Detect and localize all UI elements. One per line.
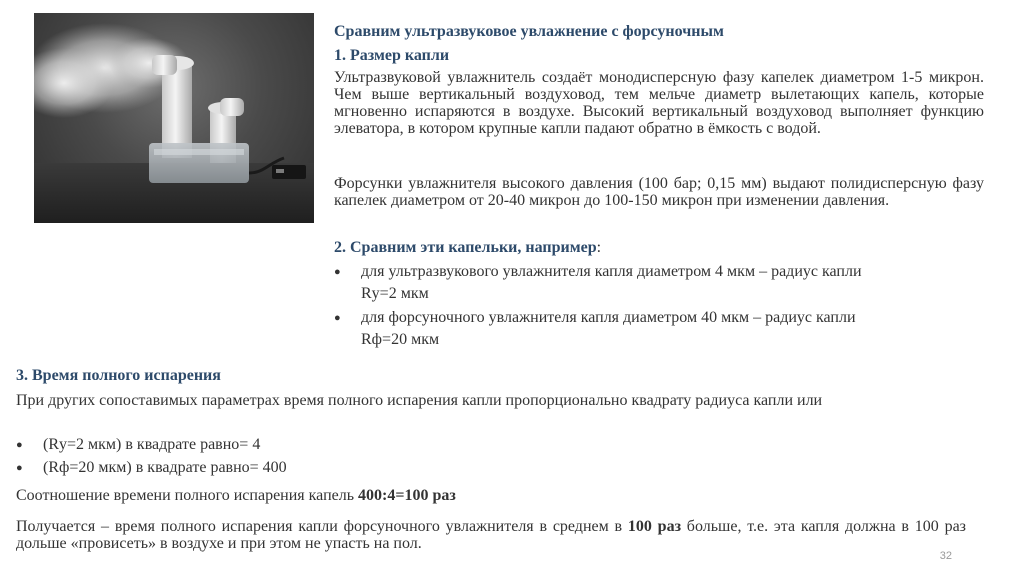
- section1-paragraph-ultrasonic: Ультразвуковой увлажнитель создаёт монодисперсную фазу капелек диаметром 1-5 микрон. Чем выше вертикальный воздуховод, тем мельче диаметр вылетающих капель, которые мгновенно испаряются в воздухе. Высокий вертикальный воздуховод выполняет функцию элеватора, в котором крупные капли падают обратно в ёмкость с водой.: [334, 69, 984, 137]
- bullet-dot-icon: ●: [16, 439, 23, 451]
- conclusion-text-a: Получается – время полного испарения капли форсуночного увлажнителя в среднем в: [16, 518, 628, 535]
- bullet-line: Rу=2 мкм: [361, 285, 429, 302]
- bullet-dot-icon: ●: [334, 266, 341, 278]
- bullet-line: Rф=20 мкм: [361, 331, 440, 348]
- section3-bullet-rf: [16, 457, 616, 479]
- section3-intro: При других сопоставимых параметрах время полного испарения капли пропорционально квадрату радиуса капли или: [16, 392, 823, 409]
- humidifier-photo: [34, 13, 314, 223]
- section2-bullet-nozzle: [334, 307, 984, 351]
- section3-heading: 3. Время полного испарения: [16, 367, 221, 384]
- humidifier-illustration: [34, 13, 314, 223]
- section1-paragraph-nozzle: Форсунки увлажнителя высокого давления (100 бар; 0,15 мм) выдают полидисперсную фазу капелек диаметром от 20-40 микрон до 100-150 микрон при изменении давления.: [334, 175, 984, 209]
- conclusion-emphasis: 100 раз: [627, 518, 682, 535]
- slide-title: Сравним ультразвуковое увлажнение с форсуночным: [334, 23, 724, 40]
- bullet-line: (Rф=20 мкм) в квадрате равно= 400: [43, 459, 287, 476]
- section3-bullet-ru: [16, 434, 616, 456]
- section3-ratio: [16, 486, 966, 506]
- ratio-value: 400:4=100 раз: [358, 487, 456, 504]
- bullet-line: (Rу=2 мкм) в квадрате равно= 4: [43, 436, 261, 453]
- section3-conclusion: [16, 518, 966, 552]
- bullet-dot-icon: ●: [334, 312, 341, 324]
- bullet-line: для ультразвукового увлажнителя капля диаметром 4 мкм – радиус капли: [361, 263, 862, 280]
- bullet-dot-icon: ●: [16, 462, 23, 474]
- section2-heading-text: 2. Сравним эти капельки, например: [334, 239, 597, 256]
- ratio-label: Соотношение времени полного испарения капель: [16, 487, 359, 504]
- conclusion-text-b: больше, т.е. эта капля должна в 100 раз дольше «провисеть» в воздухе и при этом не упасть на пол.: [16, 518, 966, 552]
- bullet-line: для форсуночного увлажнителя капля диаметром 40 мкм – радиус капли: [361, 309, 856, 326]
- page-number: 32: [939, 550, 952, 562]
- section1-heading: 1. Размер капли: [334, 47, 450, 64]
- section2-heading-colon: :: [596, 239, 602, 256]
- section2-heading: [334, 240, 601, 256]
- section2-bullet-ultrasonic: [334, 261, 984, 305]
